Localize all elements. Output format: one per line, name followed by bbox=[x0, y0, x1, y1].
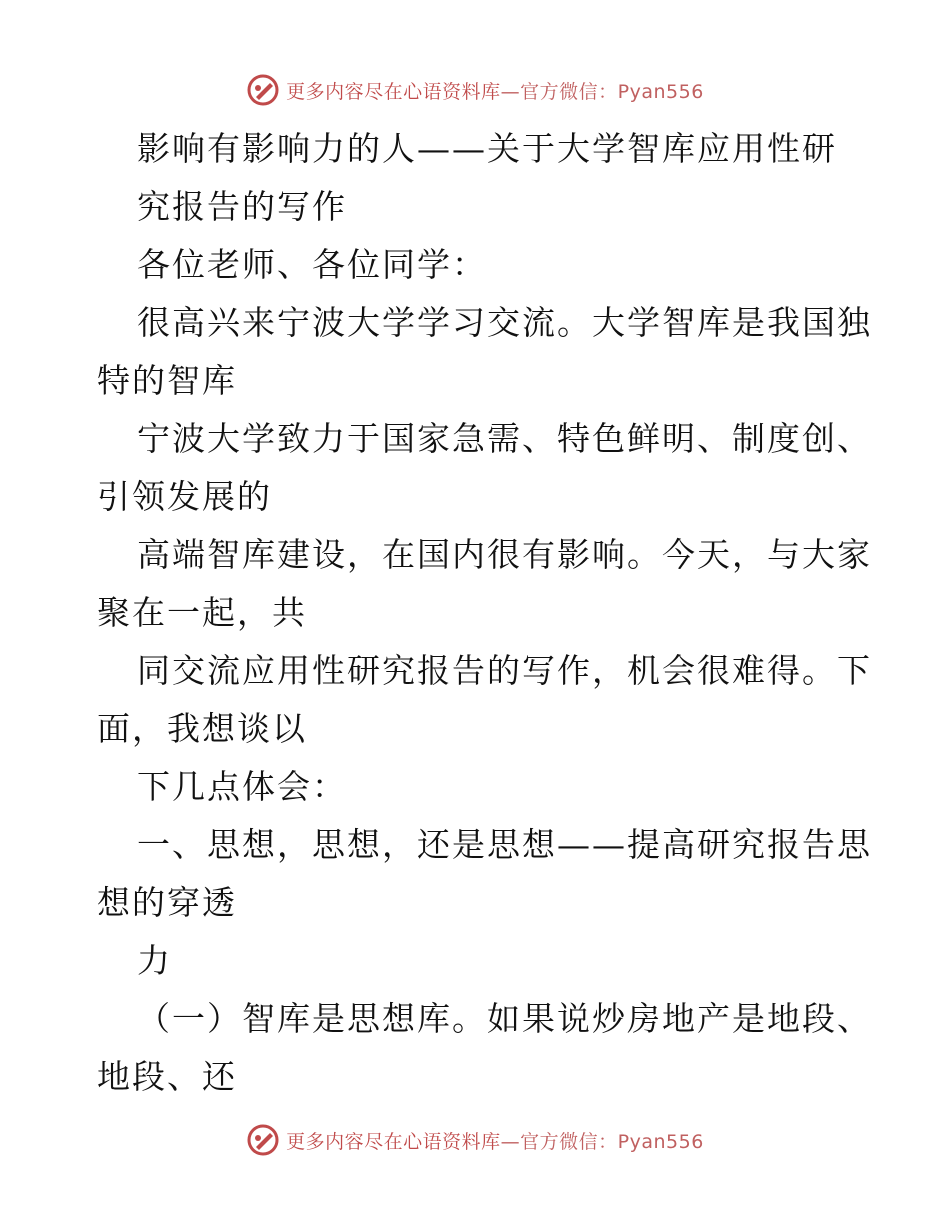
footer-watermark-banner bbox=[0, 1120, 950, 1160]
doc-line: 力 bbox=[137, 941, 172, 980]
watermark-wechat: —官方微信：Pyan556 bbox=[500, 1130, 704, 1153]
doc-line: （一）智库是思想库。如果说炒房地产是地段、 bbox=[137, 999, 872, 1038]
logo-icon bbox=[246, 1123, 280, 1157]
doc-line: 同交流应用性研究报告的写作，机会很难得。下 bbox=[137, 651, 872, 690]
watermark-wechat: —官方微信：Pyan556 bbox=[500, 80, 704, 103]
doc-line: 各位老师、各位同学： bbox=[137, 245, 487, 284]
watermark-text bbox=[286, 77, 704, 104]
doc-line: 影响有影响力的人——关于大学智库应用性研 bbox=[137, 129, 837, 168]
watermark-brand: 更多内容尽在心语资料库 bbox=[286, 1130, 501, 1153]
doc-line: 下几点体会： bbox=[137, 767, 347, 806]
doc-line: 聚在一起，共 bbox=[97, 593, 307, 632]
doc-line: 地段、还 bbox=[97, 1057, 237, 1096]
watermark-text bbox=[286, 1127, 704, 1154]
doc-line: 想的穿透 bbox=[97, 883, 237, 922]
doc-line: 宁波大学致力于国家急需、特色鲜明、制度创、 bbox=[137, 419, 872, 458]
doc-line: 面，我想谈以 bbox=[97, 709, 307, 748]
doc-line: 高端智库建设，在国内很有影响。今天，与大家 bbox=[137, 535, 872, 574]
header-watermark-banner bbox=[0, 70, 950, 110]
logo-icon bbox=[246, 73, 280, 107]
doc-line: 引领发展的 bbox=[97, 477, 272, 516]
watermark-brand: 更多内容尽在心语资料库 bbox=[286, 80, 501, 103]
doc-line: 很高兴来宁波大学学习交流。大学智库是我国独 bbox=[137, 303, 872, 342]
document-body bbox=[97, 120, 872, 1106]
doc-line: 究报告的写作 bbox=[137, 187, 347, 226]
doc-line: 特的智库 bbox=[97, 361, 237, 400]
doc-line: 一、思想，思想，还是思想——提高研究报告思 bbox=[137, 825, 872, 864]
